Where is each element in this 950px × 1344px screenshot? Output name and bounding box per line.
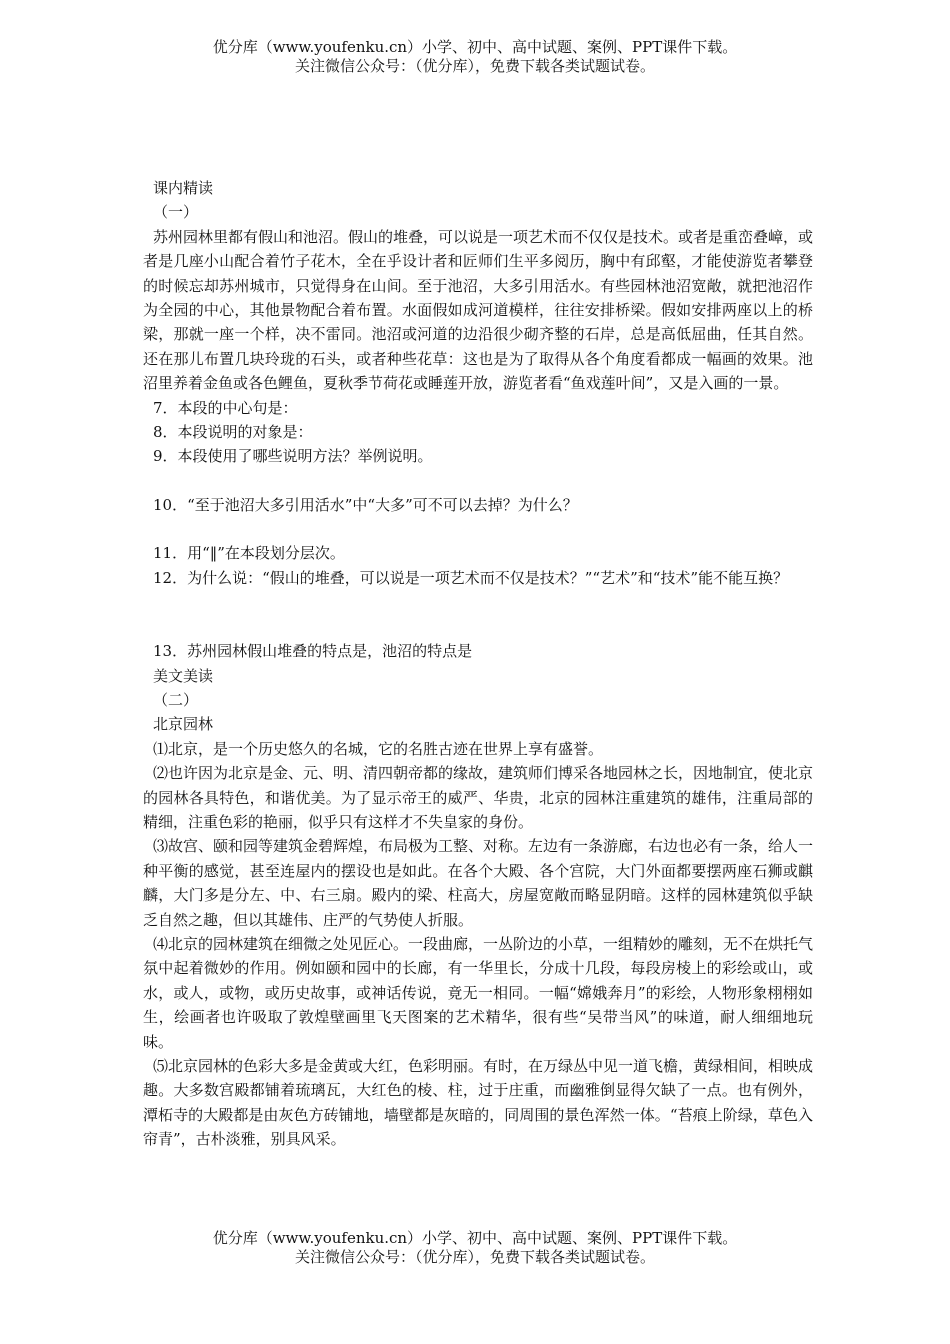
header-line-2: 关注微信公众号：（优分库），免费下载各类试题试卷。	[294, 57, 655, 75]
article-paragraph-3: ⑶故宫、颐和园等建筑金碧辉煌，布局极为工整、对称。左边有一条游廊，右边也必有一条，给人一种平衡的感觉，甚至连屋内的摆设也是如此。在各个大殿、各个宫院，大门外面都要摆两座石狮或麒麟，大门多是分左、中、右三扇。殿内的梁、柱高大，房屋宽敞而略显阴暗。这样的园林建筑似乎缺乏自然之趣，但以其雄伟、庄严的气势使人折服。	[143, 837, 814, 929]
question-9: 9．本段使用了哪些说明方法？举例说明。	[153, 447, 433, 466]
page-header	[0, 38, 950, 76]
page-footer	[0, 1229, 950, 1267]
section-label-1: （一）	[153, 203, 199, 222]
header-line-1: 优分库（www.youfenku.cn）小学、初中、高中试题、案例、PPT课件下载。	[212, 38, 738, 56]
question-11: 11．用“‖”在本段划分层次。	[153, 544, 345, 563]
footer-line-2: 关注微信公众号：（优分库），免费下载各类试题试卷。	[294, 1248, 655, 1266]
footer-line-1: 优分库（www.youfenku.cn）小学、初中、高中试题、案例、PPT课件下载。	[212, 1229, 738, 1247]
article-paragraph-5: ⑸北京园林的色彩大多是金黄或大红，色彩明丽。有时，在万绿丛中见一道飞檐，黄绿相间，相映成趣。大多数宫殿都铺着琉璃瓦，大红色的棱、柱，过于庄重，而幽雅倒显得欠缺了一点。也有例外，潭柘寺的大殿都是由灰色方砖铺地，墙壁都是灰暗的，同周围的景色浑然一体。“苔痕上阶绿，草色入帘青”，古朴淡雅，别具风采。	[143, 1057, 814, 1149]
passage-suzhou: 苏州园林里都有假山和池沼。假山的堆叠，可以说是一项艺术而不仅仅是技术。或者是重峦叠嶂，或者是几座小山配合着竹子花木，全在乎设计者和匠师们生平多阅历，胸中有邱壑，才能使游览者攀登的时候忘却苏州城市，只觉得身在山间。至于池沼，大多引用活水。有些园林池沼宽敞，就把池沼作为全园的中心，其他景物配合着布置。水面假如成河道模样，往往安排桥梁。假如安排两座以上的桥梁，那就一座一个样，决不雷同。池沼或河道的边沿很少砌齐整的石岸，总是高低屈曲，任其自然。还在那儿布置几块玲珑的石头，或者种些花草：这也是为了取得从各个角度看都成一幅画的效果。池沼里养着金鱼或各色鲤鱼，夏秋季节荷花或睡莲开放，游览者看“鱼戏莲叶间”，又是入画的一景。	[143, 227, 814, 393]
document-body	[143, 176, 813, 1152]
article-paragraph-2: ⑵也许因为北京是金、元、明、清四朝帝都的缘故，建筑师们博采各地园林之长，因地制宜，使北京的园林各具特色，和谐优美。为了显示帝王的威严、华贵，北京的园林注重建筑的雄伟，注重局部的精细，注重色彩的艳丽，似乎只有这样才不失皇家的身份。	[143, 764, 814, 831]
article-title: 北京园林	[153, 715, 214, 734]
question-10: 10．“至于池沼大多引用活水”中“大多”可不可以去掉？为什么？	[153, 495, 578, 514]
article-paragraph-1: ⑴北京，是一个历史悠久的名城，它的名胜古迹在世界上享有盛誉。	[153, 739, 604, 758]
question-12: 12．为什么说：“假山的堆叠，可以说是一项艺术而不仅是技术？”“艺术”和“技术”能不能互换？	[153, 568, 789, 587]
question-8: 8．本段说明的对象是：	[153, 423, 313, 442]
section-title-essay: 美文美读	[153, 666, 214, 685]
question-7: 7．本段的中心句是：	[153, 398, 298, 417]
section-label-2: （二）	[153, 690, 199, 709]
section-title-reading: 课内精读	[153, 179, 214, 197]
question-13: 13．苏州园林假山堆叠的特点是，池沼的特点是	[153, 642, 473, 661]
article-paragraph-4: ⑷北京的园林建筑在细微之处见匠心。一段曲廊，一丛阶边的小草，一组精妙的雕刻，无不在烘托气氛中起着微妙的作用。例如颐和园中的长廊，有一华里长，分成十几段，每段房棱上的彩绘或山，或水，或人，或物，或历史故事，或神话传说，竟无一相同。一幅“嫦娥奔月”的彩绘，人物形象栩栩如生，绘画者也许吸取了敦煌壁画里飞天图案的艺术精华，很有些“吴带当风”的味道，耐人细细地玩味。	[143, 934, 814, 1051]
